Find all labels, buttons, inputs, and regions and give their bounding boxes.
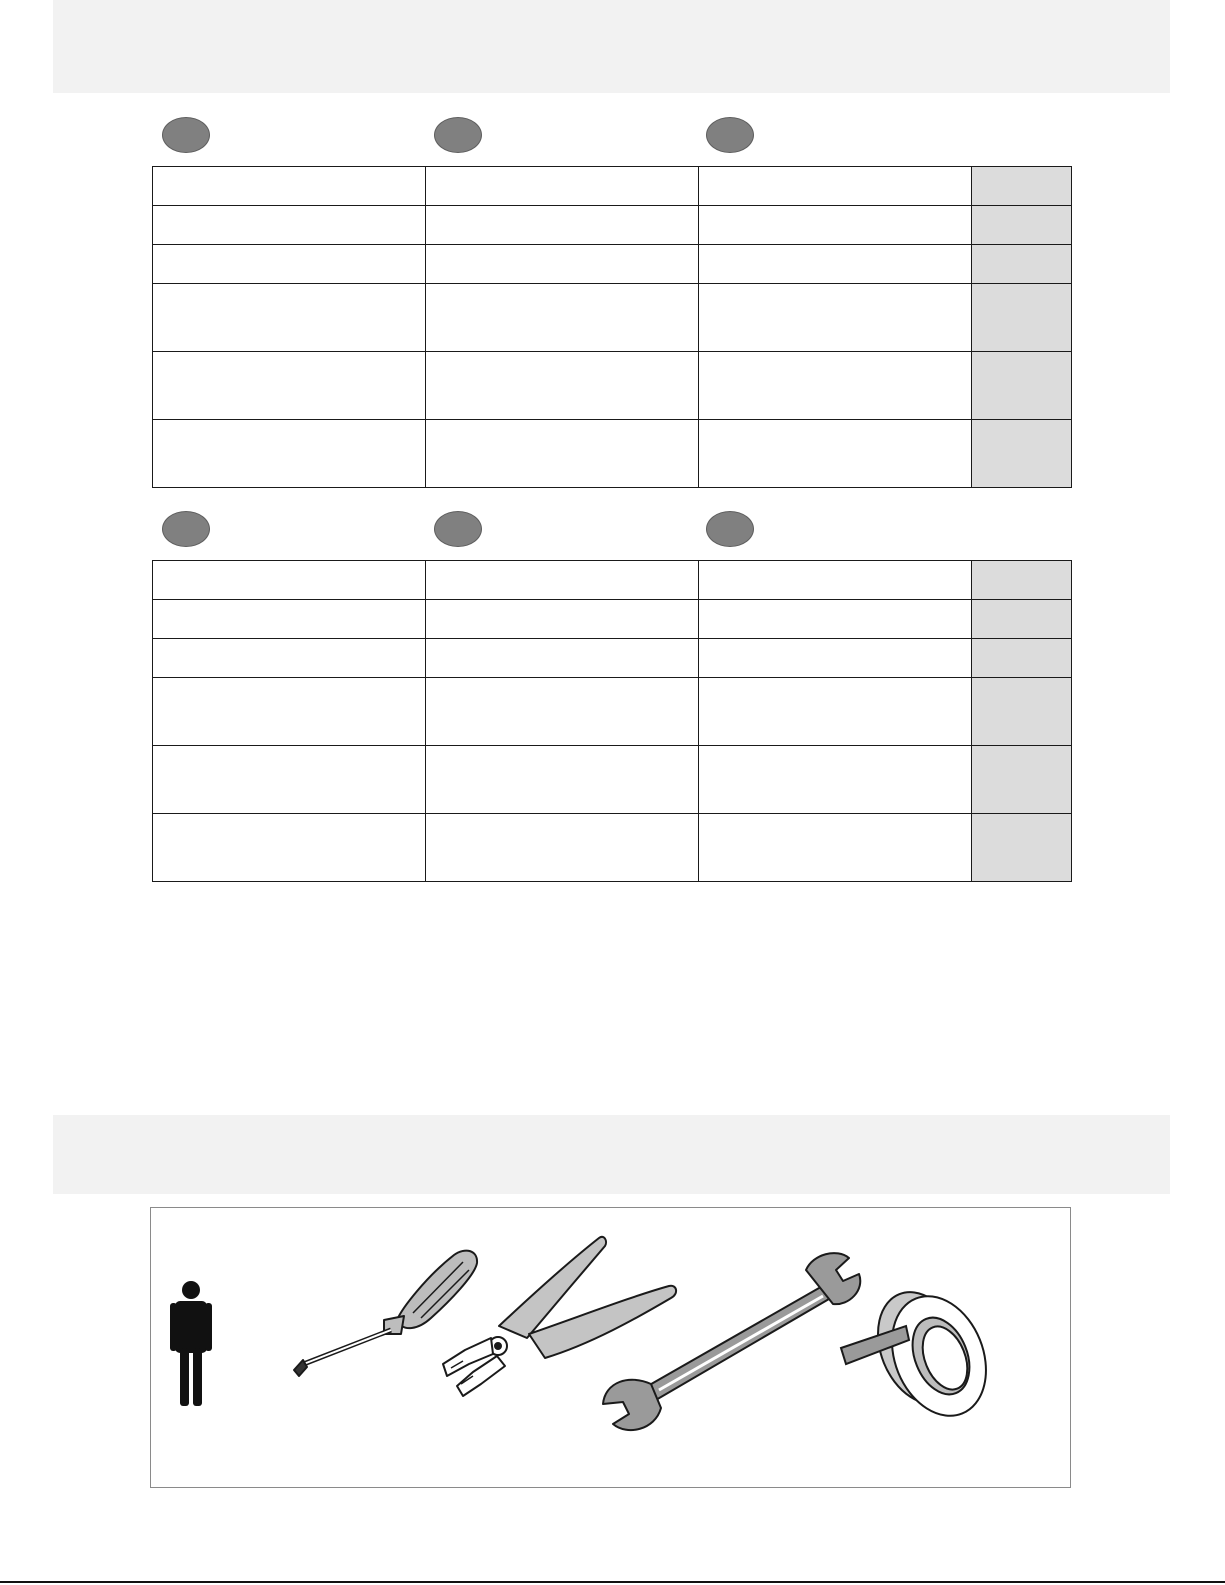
table-cell bbox=[153, 352, 426, 420]
tape-roll-icon bbox=[841, 1279, 1003, 1430]
table-cell bbox=[699, 206, 972, 245]
table-cell bbox=[699, 167, 972, 206]
table-cell-shaded bbox=[972, 284, 1072, 352]
table-row bbox=[153, 814, 1072, 882]
table-cell-shaded bbox=[972, 814, 1072, 882]
table-cell bbox=[426, 420, 699, 488]
table-cell bbox=[153, 600, 426, 639]
table-row bbox=[153, 600, 1072, 639]
table-cell bbox=[153, 420, 426, 488]
table-cell bbox=[153, 206, 426, 245]
table-cell-shaded bbox=[972, 167, 1072, 206]
table-row bbox=[153, 167, 1072, 206]
table-row bbox=[153, 420, 1072, 488]
table-cell bbox=[699, 245, 972, 284]
table-row bbox=[153, 746, 1072, 814]
table-cell-shaded bbox=[972, 420, 1072, 488]
header-band bbox=[53, 0, 1170, 93]
table-cell bbox=[153, 245, 426, 284]
section-2-table bbox=[152, 560, 1072, 882]
table-cell bbox=[426, 678, 699, 746]
section-1-marker-1 bbox=[162, 117, 210, 153]
table-row bbox=[153, 639, 1072, 678]
table-cell bbox=[426, 352, 699, 420]
table-cell-shaded bbox=[972, 352, 1072, 420]
table-cell bbox=[699, 561, 972, 600]
table-cell-shaded bbox=[972, 639, 1072, 678]
section-1-marker-3 bbox=[706, 117, 754, 153]
table-row bbox=[153, 678, 1072, 746]
table-cell bbox=[426, 284, 699, 352]
section-2-marker-3 bbox=[706, 511, 754, 547]
table-cell bbox=[699, 814, 972, 882]
table-cell bbox=[153, 639, 426, 678]
table-cell-shaded bbox=[972, 561, 1072, 600]
table-cell-shaded bbox=[972, 678, 1072, 746]
table-cell bbox=[699, 639, 972, 678]
table-cell-shaded bbox=[972, 245, 1072, 284]
table-cell bbox=[699, 284, 972, 352]
table-cell bbox=[426, 245, 699, 284]
person-icon bbox=[170, 1281, 212, 1406]
table-cell bbox=[153, 561, 426, 600]
table-row bbox=[153, 561, 1072, 600]
table-cell bbox=[153, 814, 426, 882]
table-cell bbox=[426, 814, 699, 882]
table-row bbox=[153, 206, 1072, 245]
page-bottom-rule bbox=[0, 1581, 1225, 1583]
table-cell bbox=[426, 600, 699, 639]
table-row bbox=[153, 352, 1072, 420]
table-cell bbox=[699, 746, 972, 814]
table-cell-shaded bbox=[972, 746, 1072, 814]
table-cell bbox=[426, 206, 699, 245]
table-cell bbox=[699, 420, 972, 488]
table-cell bbox=[153, 678, 426, 746]
table-cell bbox=[153, 284, 426, 352]
section-1-table bbox=[152, 166, 1072, 488]
table-cell bbox=[699, 352, 972, 420]
tools-illustration bbox=[150, 1207, 1071, 1488]
table-cell bbox=[426, 639, 699, 678]
table-cell-shaded bbox=[972, 600, 1072, 639]
tools-header-band bbox=[53, 1115, 1170, 1194]
wrench-icon bbox=[603, 1253, 860, 1430]
table-cell bbox=[426, 746, 699, 814]
table-row bbox=[153, 284, 1072, 352]
screwdriver-icon bbox=[294, 1251, 477, 1376]
section-2-marker-2 bbox=[434, 511, 482, 547]
table-cell bbox=[699, 600, 972, 639]
section-1-marker-2 bbox=[434, 117, 482, 153]
table-cell-shaded bbox=[972, 206, 1072, 245]
table-cell bbox=[426, 167, 699, 206]
section-2-marker-1 bbox=[162, 511, 210, 547]
table-cell bbox=[699, 678, 972, 746]
table-cell bbox=[153, 746, 426, 814]
table-cell bbox=[426, 561, 699, 600]
table-cell bbox=[153, 167, 426, 206]
table-row bbox=[153, 245, 1072, 284]
